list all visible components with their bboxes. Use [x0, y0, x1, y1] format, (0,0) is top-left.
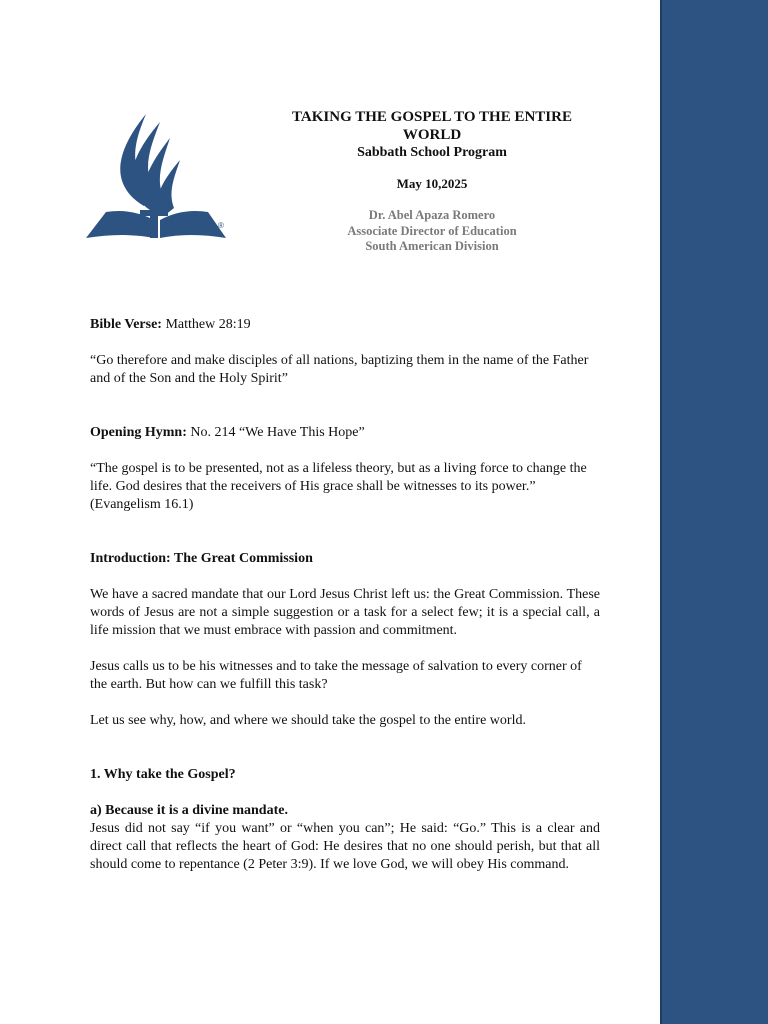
author-division: South American Division	[365, 239, 499, 253]
quote-text: “The gospel is to be presented, not as a lifeless theory, but as a living force to change the life. God desires that the receivers of His grace shall be witnesses to its power.” (Evangelism 16.1)	[90, 461, 587, 512]
document-date: May 10,2025	[396, 176, 468, 191]
section1-heading	[90, 766, 600, 784]
hymn-label: Opening Hymn:	[90, 425, 187, 440]
church-logo	[84, 108, 230, 242]
intro-paragraph-2: Jesus calls us to be his witnesses and to take the message of salvation to every corner of the earth. But how can we fulfill this task?	[90, 659, 582, 692]
document-header	[270, 108, 594, 255]
section1a-heading-text: a) Because it is a divine mandate.	[90, 803, 288, 818]
intro-heading	[90, 550, 600, 568]
section1a-heading	[90, 802, 600, 820]
section1a-text: Jesus did not say “if you want” or “when you can”; He said: “Go.” This is a clear and direct call that reflects the heart of God: He desires that no one should perish, but that all should come to repentance (2 Peter 3:9). If we love God, we will obey His command.	[90, 821, 600, 872]
intro-heading-text: Introduction: The Great Commission	[90, 551, 313, 566]
document-title-line2: WORLD	[402, 127, 462, 143]
registered-mark: ®	[218, 221, 224, 230]
author-role: Associate Director of Education	[347, 223, 517, 238]
document-title-line1: TAKING THE GOSPEL TO THE ENTIRE	[292, 109, 572, 125]
bible-verse-label: Bible Verse:	[90, 317, 162, 332]
intro-paragraph-1: We have a sacred mandate that our Lord Jesus Christ left us: the Great Commission. These words of Jesus are not a simple suggestion or a task for a select few; it is a special call, a life mission that we must embrace with passion and commitment.	[90, 587, 600, 638]
bible-verse-ref: Matthew 28:19	[161, 317, 251, 332]
intro-paragraph-3: Let us see why, how, and where we should take the gospel to the entire world.	[90, 713, 526, 728]
document-subtitle: Sabbath School Program	[357, 145, 507, 160]
author-block	[270, 208, 594, 255]
section1-heading-text: 1. Why take the Gospel?	[90, 767, 236, 782]
bible-verse-line	[90, 316, 600, 334]
document-body	[90, 316, 600, 874]
hymn-line	[90, 424, 600, 442]
sidebar-decoration	[660, 0, 768, 1024]
verse-text: “Go therefore and make disciples of all nations, baptizing them in the name of the Father and of the Son and the Holy Spirit”	[90, 353, 589, 386]
hymn-text: No. 214 “We Have This Hope”	[186, 425, 365, 440]
author-name: Dr. Abel Apaza Romero	[368, 208, 496, 222]
